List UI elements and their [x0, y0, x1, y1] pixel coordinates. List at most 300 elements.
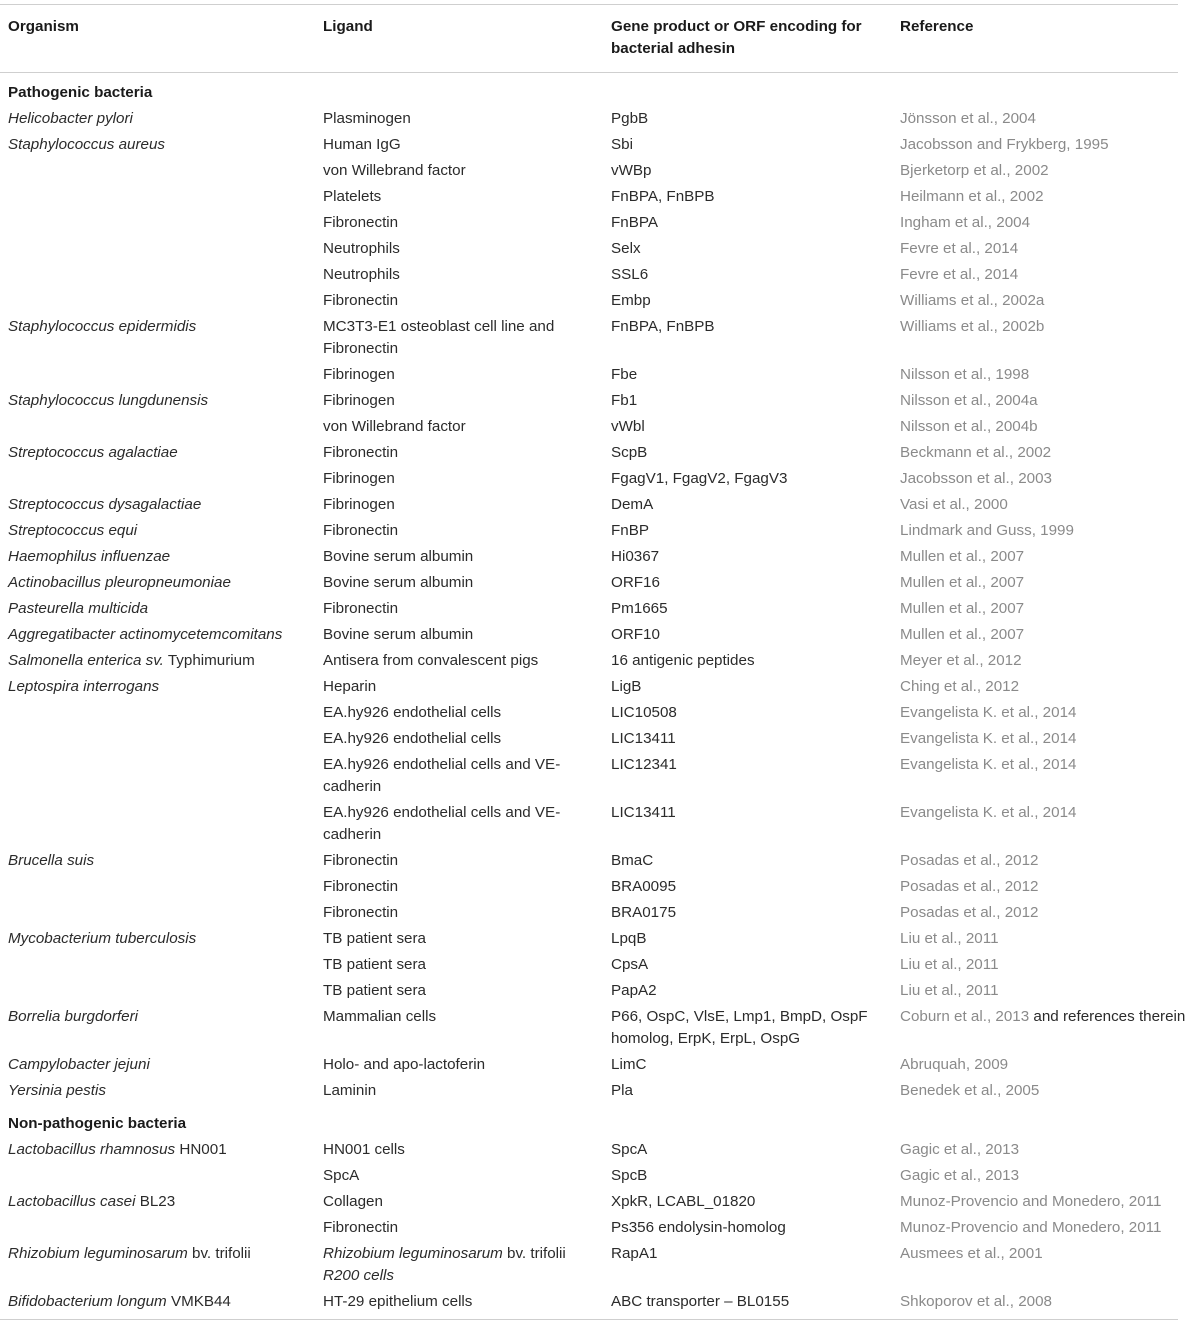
reference-citation: Posadas et al., 2012	[900, 904, 1039, 921]
reference-cell	[892, 978, 1178, 1004]
ligand-name: SpcA	[323, 1167, 360, 1184]
gene-cell	[603, 210, 892, 236]
section-title: Pathogenic bacteria	[8, 84, 153, 101]
gene-cell	[603, 1241, 892, 1289]
reference-citation: Williams et al., 2002a	[900, 292, 1045, 309]
adhesin-table	[0, 4, 1186, 1320]
ligand-cell	[315, 262, 603, 288]
organism-cell	[0, 1189, 315, 1215]
table-row	[0, 1241, 1178, 1289]
ligand-cell	[315, 1137, 603, 1163]
gene-cell	[603, 978, 892, 1004]
gene-cell	[603, 158, 892, 184]
ligand-name: von Willebrand factor	[323, 418, 466, 435]
gene-cell	[603, 288, 892, 314]
reference-citation: Bjerketorp et al., 2002	[900, 162, 1049, 179]
reference-citation: Evangelista K. et al., 2014	[900, 704, 1077, 721]
organism-cell	[0, 1241, 315, 1289]
ligand-cell	[315, 674, 603, 700]
organism-cell	[0, 236, 315, 262]
gene-product: BRA0175	[611, 904, 677, 921]
gene-product: LpqB	[611, 930, 647, 947]
ligand-name: Fibrinogen	[323, 470, 395, 487]
header-reference: Reference	[900, 18, 974, 35]
reference-cell	[892, 388, 1178, 414]
ligand-cell	[315, 314, 603, 362]
organism-cell	[0, 674, 315, 700]
ligand-cell	[315, 1241, 603, 1289]
gene-product: SpcB	[611, 1167, 648, 1184]
reference-cell	[892, 132, 1178, 158]
organism-cell	[0, 544, 315, 570]
reference-cell	[892, 848, 1178, 874]
organism-cell	[0, 132, 315, 158]
gene-product: FnBP	[611, 522, 649, 539]
table-row	[0, 752, 1178, 800]
ligand-cell	[315, 1189, 603, 1215]
organism-name: Staphylococcus aureus	[8, 136, 166, 153]
ligand-name: MC3T3-E1 osteoblast cell line and Fibronectin	[323, 318, 555, 357]
reference-citation: Evangelista K. et al., 2014	[900, 730, 1077, 747]
gene-product: SpcA	[611, 1141, 648, 1158]
ligand-name: Bovine serum albumin	[323, 548, 474, 565]
organism-strain: BL23	[135, 1193, 176, 1210]
organism-cell	[0, 800, 315, 848]
table-row	[0, 236, 1178, 262]
ligand-cell	[315, 518, 603, 544]
reference-citation: Nilsson et al., 2004a	[900, 392, 1038, 409]
reference-cell	[892, 1163, 1178, 1189]
header-organism: Organism	[8, 18, 79, 35]
header-row	[0, 5, 1178, 73]
reference-citation: Vasi et al., 2000	[900, 496, 1008, 513]
reference-cell	[892, 1004, 1186, 1052]
organism-cell	[0, 874, 315, 900]
gene-cell	[603, 414, 892, 440]
reference-citation: Evangelista K. et al., 2014	[900, 756, 1077, 773]
gene-product: Pla	[611, 1082, 633, 1099]
organism-cell	[0, 1052, 315, 1078]
gene-cell	[603, 1004, 892, 1052]
table-row	[0, 1137, 1178, 1163]
table-row	[0, 1052, 1178, 1078]
gene-cell	[603, 596, 892, 622]
reference-citation: Nilsson et al., 1998	[900, 366, 1030, 383]
table-row	[0, 132, 1178, 158]
ligand-cell	[315, 978, 603, 1004]
ligand-name: Fibronectin	[323, 214, 399, 231]
reference-cell	[892, 1215, 1178, 1241]
ligand-name: Neutrophils	[323, 240, 400, 257]
ligand-name: HN001 cells	[323, 1141, 405, 1158]
gene-product: Selx	[611, 240, 641, 257]
table-row	[0, 1163, 1178, 1189]
organism-name: Rhizobium leguminosarum	[8, 1245, 188, 1262]
gene-product: SSL6	[611, 266, 649, 283]
organism-cell	[0, 518, 315, 544]
ligand-cell	[315, 388, 603, 414]
reference-citation: Mullen et al., 2007	[900, 626, 1025, 643]
organism-strain: bv. trifolii	[187, 1245, 251, 1262]
organism-cell	[0, 184, 315, 210]
reference-citation: Coburn et al., 2013	[900, 1008, 1030, 1025]
ligand-cell	[315, 700, 603, 726]
organism-cell	[0, 262, 315, 288]
organism-name: Staphylococcus lungdunensis	[8, 392, 209, 409]
organism-cell	[0, 700, 315, 726]
organism-cell	[0, 466, 315, 492]
section-header-row	[0, 1104, 1178, 1137]
section-title: Non-pathogenic bacteria	[8, 1115, 187, 1132]
organism-name: Staphylococcus epidermidis	[8, 318, 197, 335]
organism-cell	[0, 158, 315, 184]
ligand-name: Laminin	[323, 1082, 377, 1099]
table-row	[0, 288, 1178, 314]
gene-cell	[603, 518, 892, 544]
ligand-cell	[315, 210, 603, 236]
organism-cell	[0, 926, 315, 952]
ligand-cell	[315, 1163, 603, 1189]
ligand-name: EA.hy926 endothelial cells and VE-cadherin	[323, 804, 561, 843]
reference-citation: Gagic et al., 2013	[900, 1141, 1020, 1158]
organism-name: Leptospira interrogans	[8, 678, 160, 695]
reference-citation: Mullen et al., 2007	[900, 548, 1025, 565]
organism-name: Borrelia burgdorferi	[8, 1008, 138, 1025]
ligand-name: Holo- and apo-lactoferin	[323, 1056, 486, 1073]
ligand-name: Rhizobium leguminosarum	[323, 1245, 503, 1262]
ligand-name: Fibrinogen	[323, 366, 395, 383]
ligand-suffix: bv. trifolii	[502, 1245, 566, 1262]
table-row	[0, 1189, 1178, 1215]
gene-cell	[603, 106, 892, 132]
reference-citation: Liu et al., 2011	[900, 982, 999, 999]
gene-cell	[603, 492, 892, 518]
ligand-cell	[315, 1215, 603, 1241]
ligand-name: Fibronectin	[323, 600, 399, 617]
table-row	[0, 1289, 1178, 1320]
reference-cell	[892, 492, 1178, 518]
reference-cell	[892, 1078, 1178, 1104]
ligand-name: Platelets	[323, 188, 382, 205]
table-row	[0, 952, 1178, 978]
ligand-name: Fibrinogen	[323, 496, 395, 513]
reference-citation: Munoz-Provencio and Monedero, 2011	[900, 1219, 1162, 1236]
gene-product: ScpB	[611, 444, 648, 461]
organism-name: Yersinia pestis	[8, 1082, 106, 1099]
gene-product: P66, OspC, VlsE, Lmp1, BmpD, OspF homolog, ErpK, ErpL, OspG	[611, 1008, 868, 1047]
table-row	[0, 726, 1178, 752]
gene-cell	[603, 1052, 892, 1078]
gene-product: BRA0095	[611, 878, 677, 895]
ligand-cell	[315, 726, 603, 752]
ligand-name: EA.hy926 endothelial cells and VE-cadherin	[323, 756, 561, 795]
table-row	[0, 492, 1178, 518]
ligand-cell	[315, 544, 603, 570]
reference-citation: Liu et al., 2011	[900, 956, 999, 973]
table-row	[0, 414, 1178, 440]
gene-product: LimC	[611, 1056, 647, 1073]
organism-cell	[0, 848, 315, 874]
reference-cell	[892, 466, 1178, 492]
ligand-name: Fibronectin	[323, 852, 399, 869]
organism-name: Actinobacillus pleuropneumoniae	[8, 574, 231, 591]
reference-citation: Munoz-Provencio and Monedero, 2011	[900, 1193, 1162, 1210]
organism-cell	[0, 106, 315, 132]
reference-citation: Benedek et al., 2005	[900, 1082, 1040, 1099]
organism-cell	[0, 570, 315, 596]
organism-cell	[0, 1163, 315, 1189]
gene-cell	[603, 952, 892, 978]
ligand-name: Fibrinogen	[323, 392, 395, 409]
table-row	[0, 622, 1178, 648]
gene-cell	[603, 184, 892, 210]
reference-citation: Gagic et al., 2013	[900, 1167, 1020, 1184]
table-row	[0, 440, 1178, 466]
organism-cell	[0, 388, 315, 414]
reference-citation: Evangelista K. et al., 2014	[900, 804, 1077, 821]
organism-cell	[0, 492, 315, 518]
gene-product: Pm1665	[611, 600, 668, 617]
gene-cell	[603, 1078, 892, 1104]
organism-name: Brucella suis	[8, 852, 95, 869]
reference-cell	[892, 926, 1178, 952]
reference-cell	[892, 752, 1178, 800]
reference-cell	[892, 518, 1178, 544]
reference-cell	[892, 1189, 1178, 1215]
ligand-name: Antisera from convalescent pigs	[323, 652, 539, 669]
ligand-cell	[315, 900, 603, 926]
ligand-cell	[315, 752, 603, 800]
gene-product: LigB	[611, 678, 642, 695]
ligand-name: TB patient sera	[323, 982, 426, 999]
reference-citation: Fevre et al., 2014	[900, 240, 1019, 257]
ligand-cell	[315, 848, 603, 874]
organism-cell	[0, 1137, 315, 1163]
table-row	[0, 800, 1178, 848]
gene-cell	[603, 726, 892, 752]
gene-cell	[603, 132, 892, 158]
ligand-name: Fibronectin	[323, 522, 399, 539]
organism-cell	[0, 288, 315, 314]
reference-cell	[892, 262, 1178, 288]
reference-cell	[892, 596, 1178, 622]
gene-product: LIC13411	[611, 804, 676, 821]
gene-product: vWbl	[611, 418, 645, 435]
reference-cell	[892, 700, 1178, 726]
reference-citation: Nilsson et al., 2004b	[900, 418, 1038, 435]
table-row	[0, 184, 1178, 210]
gene-cell	[603, 622, 892, 648]
ligand-cell	[315, 800, 603, 848]
ligand-cell	[315, 622, 603, 648]
organism-strain: HN001	[175, 1141, 227, 1158]
organism-name: Mycobacterium tuberculosis	[8, 930, 197, 947]
ligand-name: Heparin	[323, 678, 377, 695]
organism-name: Pasteurella multicida	[8, 600, 149, 617]
table-body	[0, 73, 1186, 1320]
reference-citation: Ching et al., 2012	[900, 678, 1020, 695]
gene-product: Sbi	[611, 136, 633, 153]
table-row	[0, 596, 1178, 622]
gene-product: LIC13411	[611, 730, 676, 747]
reference-cell	[892, 106, 1178, 132]
table-row	[0, 848, 1178, 874]
ligand-cell	[315, 1052, 603, 1078]
organism-name: Haemophilus influenzae	[8, 548, 171, 565]
gene-product: vWBp	[611, 162, 652, 179]
gene-product: XpkR, LCABL_01820	[611, 1193, 756, 1210]
ligand-cell	[315, 596, 603, 622]
ligand-cell	[315, 414, 603, 440]
reference-citation: Jönsson et al., 2004	[900, 110, 1036, 127]
organism-cell	[0, 314, 315, 362]
ligand-name: HT-29 epithelium cells	[323, 1293, 473, 1310]
gene-product: Hi0367	[611, 548, 660, 565]
table-row	[0, 518, 1178, 544]
ligand-cell	[315, 1289, 603, 1320]
ligand-cell	[315, 362, 603, 388]
reference-cell	[892, 674, 1178, 700]
ligand-cell	[315, 570, 603, 596]
organism-cell	[0, 622, 315, 648]
ligand-name: TB patient sera	[323, 956, 426, 973]
reference-citation: Beckmann et al., 2002	[900, 444, 1052, 461]
ligand-cell	[315, 874, 603, 900]
reference-cell	[892, 622, 1178, 648]
gene-product: DemA	[611, 496, 654, 513]
reference-citation: Posadas et al., 2012	[900, 852, 1039, 869]
section-header-row	[0, 73, 1178, 107]
gene-product: Fbe	[611, 366, 638, 383]
reference-cell	[892, 874, 1178, 900]
organism-cell	[0, 596, 315, 622]
reference-citation: Mullen et al., 2007	[900, 574, 1025, 591]
gene-cell	[603, 570, 892, 596]
table-row	[0, 926, 1178, 952]
organism-name: Salmonella enterica sv.	[8, 652, 164, 669]
organism-cell	[0, 1004, 315, 1052]
reference-citation: Williams et al., 2002b	[900, 318, 1045, 335]
reference-cell	[892, 952, 1178, 978]
reference-citation: Abruquah, 2009	[900, 1056, 1009, 1073]
reference-citation: Jacobsson et al., 2003	[900, 470, 1052, 487]
ligand-name: Fibronectin	[323, 444, 399, 461]
reference-citation: Mullen et al., 2007	[900, 600, 1025, 617]
gene-product: LIC10508	[611, 704, 677, 721]
ligand-name: Mammalian cells	[323, 1008, 437, 1025]
organism-name: Aggregatibacter actinomycetemcomitans	[8, 626, 283, 643]
gene-cell	[603, 900, 892, 926]
reference-cell	[892, 288, 1178, 314]
ligand-name: TB patient sera	[323, 930, 426, 947]
ligand-name: EA.hy926 endothelial cells	[323, 704, 502, 721]
table-row	[0, 314, 1178, 362]
organism-cell	[0, 648, 315, 674]
organism-cell	[0, 726, 315, 752]
gene-cell	[603, 362, 892, 388]
reference-cell	[892, 1241, 1178, 1289]
ligand-cell	[315, 1004, 603, 1052]
ligand-cell	[315, 184, 603, 210]
table-row	[0, 466, 1178, 492]
gene-cell	[603, 1215, 892, 1241]
ligand-cell	[315, 492, 603, 518]
organism-name: Streptococcus dysagalactiae	[8, 496, 202, 513]
reference-cell	[892, 800, 1178, 848]
table-row	[0, 158, 1178, 184]
gene-cell	[603, 926, 892, 952]
gene-cell	[603, 848, 892, 874]
reference-citation: Meyer et al., 2012	[900, 652, 1022, 669]
ligand-cell	[315, 106, 603, 132]
organism-cell	[0, 1215, 315, 1241]
ligand-name: von Willebrand factor	[323, 162, 466, 179]
ligand-name: Collagen	[323, 1193, 383, 1210]
reference-citation: Jacobsson and Frykberg, 1995	[900, 136, 1109, 153]
table-row	[0, 544, 1178, 570]
organism-name: Lactobacillus casei	[8, 1193, 136, 1210]
organism-name: Lactobacillus rhamnosus	[8, 1141, 176, 1158]
gene-product: Fb1	[611, 392, 638, 409]
gene-cell	[603, 1163, 892, 1189]
organism-name: Streptococcus agalactiae	[8, 444, 178, 461]
ligand-name: Fibronectin	[323, 904, 399, 921]
reference-citation: Ingham et al., 2004	[900, 214, 1031, 231]
organism-cell	[0, 1078, 315, 1104]
ligand-cell	[315, 466, 603, 492]
gene-product: FgagV1, FgagV2, FgagV3	[611, 470, 788, 487]
reference-cell	[892, 1137, 1178, 1163]
gene-product: FnBPA, FnBPB	[611, 318, 715, 335]
reference-citation: Lindmark and Guss, 1999	[900, 522, 1074, 539]
table-row	[0, 1004, 1178, 1052]
reference-citation: Fevre et al., 2014	[900, 266, 1019, 283]
organism-name: Helicobacter pylori	[8, 110, 133, 127]
reference-cell	[892, 1052, 1178, 1078]
reference-cell	[892, 414, 1178, 440]
organism-cell	[0, 952, 315, 978]
ligand-cell	[315, 288, 603, 314]
ligand-name: Fibronectin	[323, 878, 399, 895]
reference-citation: Shkoporov et al., 2008	[900, 1293, 1052, 1310]
reference-cell	[892, 570, 1178, 596]
reference-cell	[892, 726, 1178, 752]
ligand-cell	[315, 158, 603, 184]
ligand-cell	[315, 1078, 603, 1104]
gene-product: ORF10	[611, 626, 660, 643]
ligand-cell	[315, 952, 603, 978]
ligand-cell	[315, 648, 603, 674]
header-gene: Gene product or ORF encoding for bacterial adhesin	[611, 18, 862, 57]
table-row	[0, 262, 1178, 288]
ligand-cell	[315, 132, 603, 158]
organism-strain: Typhimurium	[163, 652, 255, 669]
gene-product: Ps356 endolysin-homolog	[611, 1219, 786, 1236]
ligand-name: Fibronectin	[323, 292, 399, 309]
gene-cell	[603, 1289, 892, 1320]
gene-cell	[603, 648, 892, 674]
gene-cell	[603, 466, 892, 492]
gene-cell	[603, 544, 892, 570]
gene-cell	[603, 674, 892, 700]
organism-cell	[0, 978, 315, 1004]
table-row	[0, 978, 1178, 1004]
gene-product: BmaC	[611, 852, 654, 869]
reference-cell	[892, 544, 1178, 570]
table-row	[0, 362, 1178, 388]
reference-note: and references therein	[1029, 1008, 1186, 1025]
table-row	[0, 570, 1178, 596]
